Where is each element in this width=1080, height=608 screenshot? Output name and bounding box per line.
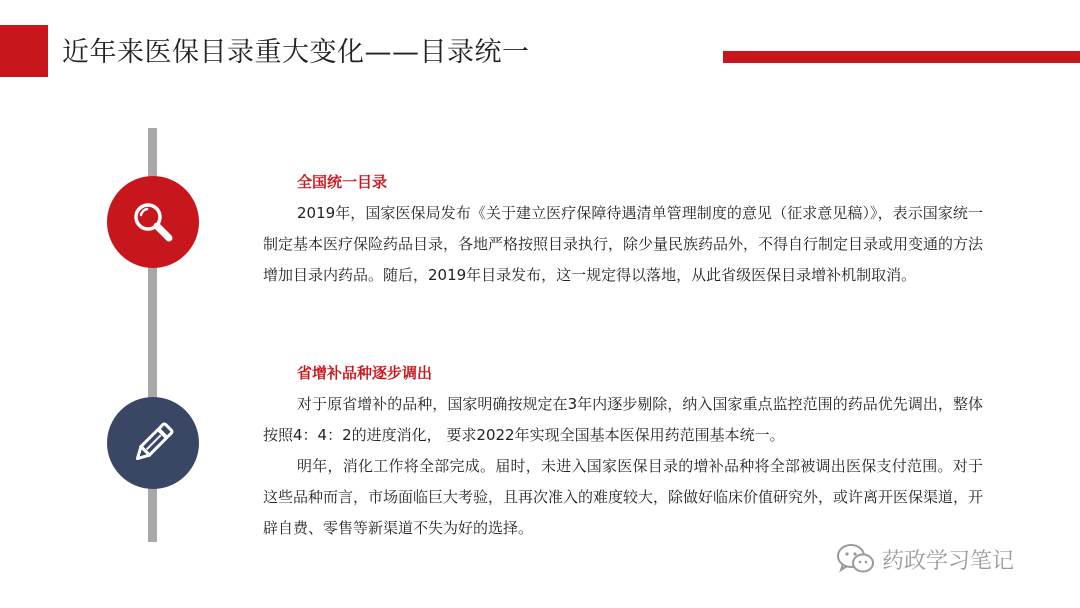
section-heading: 省增补品种逐步调出 <box>297 364 433 382</box>
watermark <box>836 542 1014 576</box>
title-accent-bar <box>723 51 1080 63</box>
watermark-text: 药政学习笔记 <box>882 548 1015 574</box>
timeline-node-1 <box>107 176 199 268</box>
section-heading: 全国统一目录 <box>297 173 388 191</box>
page-title: 近年来医保目录重大变化——目录统一 <box>62 37 530 68</box>
section-paragraph: 对于原省增补的品种，国家明确按规定在3年内逐步剔除，纳入国家重点监控范围的药品优先调出，整体按照4：4：2的进度消化， 要求2022年实现全国基本医保用药范围基本统一。 <box>263 395 983 444</box>
search-icon <box>127 196 179 248</box>
section-paragraph: 明年，消化工作将全部完成。届时，未进入国家医保目录的增补品种将全部被调出医保支付范围。对于这些品种而言，市场面临巨大考验，且再次准入的难度较大，除做好临床价值研究外，或许离开医保渠道，开辟自费、零售等新渠道不失为好的选择。 <box>263 457 984 537</box>
title-accent-block <box>0 25 48 77</box>
pencil-icon <box>127 417 179 469</box>
section-paragraph: 2019年，国家医保局发布《关于建立医疗保障待遇清单管理制度的意见（征求意见稿）》，表示国家统一制定基本医疗保险药品目录，各地严格按照目录执行，除少量民族药品外，不得自行制定目录或用变通的方法增加目录内药品。随后，2019年目录发布，这一规定得以落地，从此省级医保目录增补机制取消。 <box>263 204 984 284</box>
timeline-node-2 <box>107 397 199 489</box>
section-provincial-additions <box>263 358 983 544</box>
wechat-icon <box>836 542 876 576</box>
section-national-catalog <box>263 167 983 291</box>
